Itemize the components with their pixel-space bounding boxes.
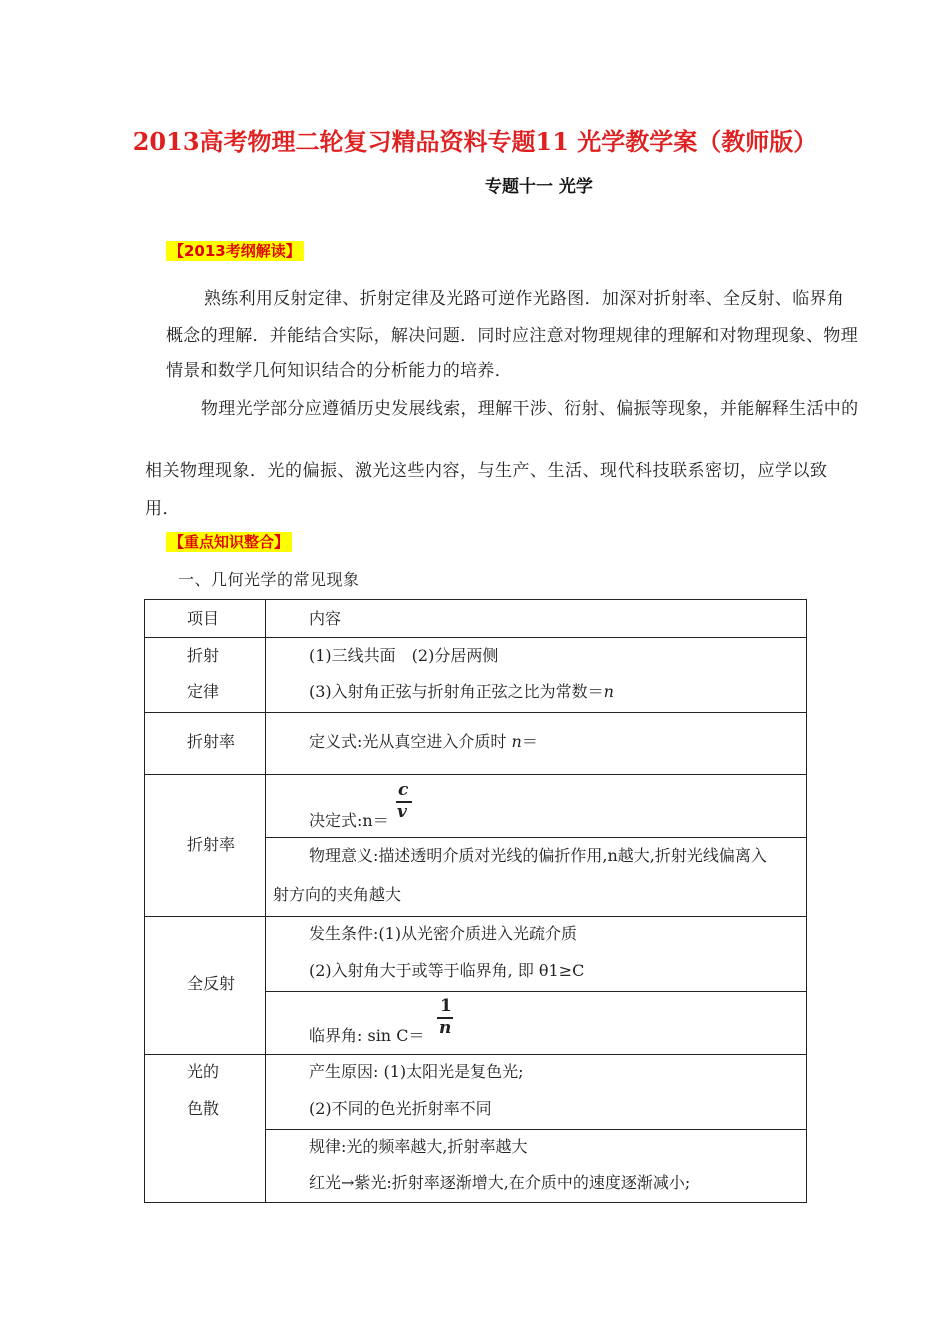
section-heading: 一、几何光学的常见现象	[178, 570, 360, 589]
body-line-2: 用．	[145, 499, 180, 519]
row-index-determination-label: 折射率	[187, 835, 236, 854]
document-title: 2013高考物理二轮复习精品资料专题11 光学教学案（教师版）	[132, 127, 818, 156]
syllabus-tag	[166, 240, 304, 261]
dispersion-rule-line-1: 规律:光的频率越大,折射率越大	[309, 1137, 528, 1156]
table-header-content: 内容	[309, 609, 342, 628]
fraction-numerator-1: 1	[440, 996, 452, 1016]
index-definition-line	[309, 729, 538, 752]
row-divider	[144, 916, 807, 917]
intro-line-1: 熟练利用反射定律、折射定律及光路可逆作光路图．加深对折射率、全反射、临界角	[204, 289, 845, 309]
row-divider	[144, 712, 807, 713]
refraction-law-line-2	[309, 679, 614, 702]
dispersion-rule-line-2: 红光→紫光:折射率逐渐增大,在介质中的速度逐渐减小;	[309, 1173, 691, 1192]
row-refraction-law-label-a: 折射	[187, 646, 220, 665]
critical-angle-text: 临界角: sin C＝	[309, 1026, 425, 1045]
row-index-definition-label: 折射率	[187, 732, 236, 751]
index-definition-var-n: n	[511, 732, 522, 751]
index-definition-equals: ＝	[521, 732, 538, 751]
syllabus-tag-label: 【2013考纲解读】	[166, 241, 304, 261]
table-border-top	[144, 599, 807, 600]
row-total-reflection-label: 全反射	[187, 974, 236, 993]
tir-condition-line-1: 发生条件:(1)从光密介质进入光疏介质	[309, 924, 578, 943]
determination-formula-text: 决定式:n＝	[309, 811, 389, 830]
table-border-right	[806, 599, 807, 1203]
subrow-divider	[265, 991, 807, 992]
index-definition-text: 定义式:光从真空进入介质时	[309, 732, 507, 751]
physical-meaning-line-1: 物理意义:描述透明介质对光线的偏折作用,n越大,折射光线偏离入	[309, 846, 767, 865]
body-line-1: 相关物理现象．光的偏振、激光这些内容，与生产、生活、现代科技联系密切，应学以致	[145, 461, 828, 481]
row-refraction-law-label-b: 定律	[187, 682, 220, 701]
row-dispersion-label-a: 光的	[187, 1062, 220, 1081]
dispersion-cause-line-1: 产生原因: (1)太阳光是复色光;	[309, 1062, 524, 1081]
fraction-denominator-v: v	[397, 802, 407, 822]
refraction-law-line-2-text: (3)入射角正弦与折射角正弦之比为常数＝	[309, 682, 604, 701]
table-column-divider	[265, 599, 266, 1203]
subrow-divider	[265, 1129, 807, 1130]
table-border-bottom	[144, 1202, 807, 1203]
dispersion-cause-line-2: (2)不同的色光折射率不同	[309, 1099, 492, 1118]
physical-meaning-line-2: 射方向的夹角越大	[273, 885, 402, 904]
row-divider	[144, 774, 807, 775]
refraction-law-var-n: n	[603, 682, 614, 701]
intro-line-3: 情景和数学几何知识结合的分析能力的培养．	[166, 361, 512, 381]
key-knowledge-tag-label: 【重点知识整合】	[166, 532, 292, 552]
subrow-divider	[265, 837, 807, 838]
key-knowledge-tag	[166, 531, 292, 552]
fraction-denominator-n: n	[439, 1018, 452, 1038]
chapter-subtitle: 专题十一 光学	[485, 177, 593, 197]
row-divider	[144, 637, 807, 638]
row-divider	[144, 1054, 807, 1055]
intro-line-4: 物理光学部分应遵循历史发展线索，理解干涉、衍射、偏振等现象，并能解释生活中的	[201, 399, 859, 419]
fraction-numerator-c: c	[398, 780, 409, 800]
refraction-law-line-1: (1)三线共面 (2)分居两侧	[309, 646, 499, 665]
table-header-item: 项目	[187, 609, 220, 628]
table-border-left	[144, 599, 145, 1203]
tir-condition-line-2: (2)入射角大于或等于临界角, 即 θ1≥C	[309, 961, 585, 980]
intro-line-2: 概念的理解．并能结合实际，解决问题．同时应注意对物理规律的理解和对物理现象、物理	[166, 326, 858, 346]
row-dispersion-label-b: 色散	[187, 1099, 220, 1118]
